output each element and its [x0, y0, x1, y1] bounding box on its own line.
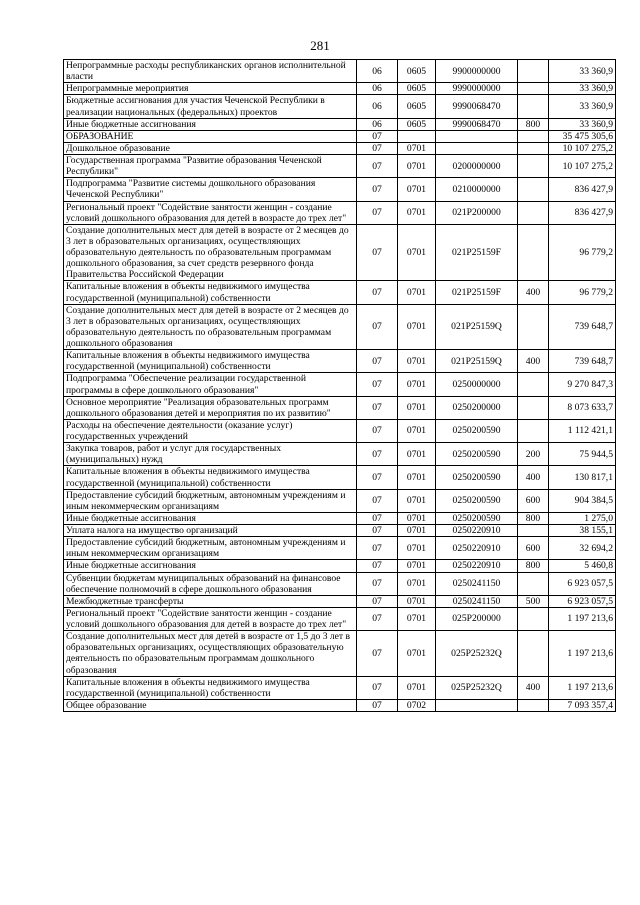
row-ved: 06 — [357, 118, 398, 130]
table-row — [64, 419, 616, 442]
row-rz: 0701 — [398, 419, 436, 442]
row-name: Капитальные вложения в объекты недвижимого имущества государственной (муниципальной) собственности — [64, 350, 357, 373]
row-csr: 0250000000 — [436, 373, 518, 396]
row-ved: 07 — [357, 466, 398, 489]
table-row — [64, 466, 616, 489]
row-ved: 07 — [357, 489, 398, 512]
row-ved: 07 — [357, 304, 398, 350]
page-number: 281 — [310, 38, 330, 53]
budget-table — [63, 59, 616, 712]
row-vr — [518, 95, 549, 118]
row-ved: 07 — [357, 178, 398, 201]
row-ved: 07 — [357, 130, 398, 142]
row-sum: 1 197 213,6 — [549, 676, 616, 699]
row-name: Расходы на обеспечение деятельности (оказание услуг) государственных учреждений — [64, 419, 357, 442]
row-rz: 0701 — [398, 178, 436, 201]
row-csr — [436, 699, 518, 711]
row-vr — [518, 83, 549, 95]
row-csr: 0250200590 — [436, 466, 518, 489]
row-csr: 0210000000 — [436, 178, 518, 201]
row-sum: 35 475 305,6 — [549, 130, 616, 142]
row-ved: 07 — [357, 537, 398, 560]
row-csr: 9990068470 — [436, 95, 518, 118]
row-ved: 07 — [357, 373, 398, 396]
row-name: Создание дополнительных мест для детей в возрасте от 2 месяцев до 3 лет в образовательных организациях, осуществляющих образовательную деятельность по образовательным программам дошкольного образования, за счет средств резервного фонда Правительства Российской Федерации — [64, 224, 357, 281]
row-rz: 0701 — [398, 396, 436, 419]
row-vr: 500 — [518, 595, 549, 607]
row-vr — [518, 373, 549, 396]
row-csr: 0250200590 — [436, 419, 518, 442]
row-ved: 07 — [357, 560, 398, 572]
row-rz: 0701 — [398, 572, 436, 595]
row-rz: 0701 — [398, 350, 436, 373]
row-ved: 07 — [357, 142, 398, 154]
row-vr: 800 — [518, 560, 549, 572]
row-csr: 021P25159Q — [436, 304, 518, 350]
row-ved: 07 — [357, 281, 398, 304]
row-name: Основное мероприятие "Реализация образовательных программ дошкольного образования детей и мероприятия по их развитию" — [64, 396, 357, 419]
row-name: Подпрограмма "Развитие системы дошкольного образования Чеченской Республики" — [64, 178, 357, 201]
row-sum: 8 073 633,7 — [549, 396, 616, 419]
row-rz: 0701 — [398, 155, 436, 178]
table-row — [64, 178, 616, 201]
table-row — [64, 572, 616, 595]
row-name: ОБРАЗОВАНИЕ — [64, 130, 357, 142]
row-sum: 96 779,2 — [549, 224, 616, 281]
table-row — [64, 118, 616, 130]
row-sum: 33 360,9 — [549, 95, 616, 118]
row-csr: 0250200590 — [436, 489, 518, 512]
row-csr: 9990068470 — [436, 118, 518, 130]
row-sum: 1 275,0 — [549, 512, 616, 524]
table-row — [64, 396, 616, 419]
row-sum: 96 779,2 — [549, 281, 616, 304]
table-row — [64, 304, 616, 350]
row-vr: 600 — [518, 489, 549, 512]
row-vr — [518, 699, 549, 711]
table-row — [64, 373, 616, 396]
row-rz: 0701 — [398, 525, 436, 537]
row-sum: 10 107 275,2 — [549, 155, 616, 178]
row-sum: 6 923 057,5 — [549, 595, 616, 607]
table-row — [64, 631, 616, 677]
row-sum: 5 460,8 — [549, 560, 616, 572]
row-vr — [518, 155, 549, 178]
row-rz: 0701 — [398, 201, 436, 224]
row-rz: 0701 — [398, 489, 436, 512]
table-row — [64, 537, 616, 560]
row-vr: 400 — [518, 676, 549, 699]
row-ved: 07 — [357, 155, 398, 178]
row-csr: 025P200000 — [436, 607, 518, 630]
table-row — [64, 95, 616, 118]
row-name: Капитальные вложения в объекты недвижимого имущества государственной (муниципальной) собственности — [64, 466, 357, 489]
row-csr: 021P200000 — [436, 201, 518, 224]
row-sum: 1 112 421,1 — [549, 419, 616, 442]
row-name: Субвенции бюджетам муниципальных образований на финансовое обеспечение полномочий в сфере дошкольного образования — [64, 572, 357, 595]
table-row — [64, 224, 616, 281]
row-vr — [518, 142, 549, 154]
table-row — [64, 83, 616, 95]
row-ved: 07 — [357, 201, 398, 224]
row-name: Государственная программа "Развитие образования Чеченской Республики" — [64, 155, 357, 178]
row-name: Иные бюджетные ассигнования — [64, 118, 357, 130]
row-vr: 600 — [518, 537, 549, 560]
row-csr: 0250200000 — [436, 396, 518, 419]
row-name: Общее образование — [64, 699, 357, 711]
row-ved: 07 — [357, 607, 398, 630]
row-sum: 904 384,5 — [549, 489, 616, 512]
table-row — [64, 155, 616, 178]
row-csr: 021P25159F — [436, 224, 518, 281]
row-rz: 0605 — [398, 83, 436, 95]
row-sum: 33 360,9 — [549, 83, 616, 95]
row-ved: 07 — [357, 595, 398, 607]
table-row — [64, 201, 616, 224]
row-sum: 33 360,9 — [549, 118, 616, 130]
row-name: Иные бюджетные ассигнования — [64, 560, 357, 572]
table-row — [64, 142, 616, 154]
row-csr: 0250220910 — [436, 537, 518, 560]
row-csr: 021P25159Q — [436, 350, 518, 373]
row-name: Бюджетные ассигнования для участия Чеченской Республики в реализации национальных (федеральных) проектов — [64, 95, 357, 118]
row-ved: 07 — [357, 631, 398, 677]
row-csr: 0250220910 — [436, 560, 518, 572]
row-vr — [518, 224, 549, 281]
row-rz: 0701 — [398, 676, 436, 699]
row-rz: 0701 — [398, 560, 436, 572]
row-csr: 021P25159F — [436, 281, 518, 304]
row-name: Региональный проект "Содействие занятости женщин - создание условий дошкольного образования для детей в возрасте до трех лет" — [64, 201, 357, 224]
row-rz: 0605 — [398, 60, 436, 83]
row-name: Капитальные вложения в объекты недвижимого имущества государственной (муниципальной) собственности — [64, 281, 357, 304]
row-rz: 0701 — [398, 281, 436, 304]
row-vr — [518, 607, 549, 630]
row-vr — [518, 525, 549, 537]
row-name: Закупка товаров, работ и услуг для государственных (муниципальных) нужд — [64, 443, 357, 466]
row-ved: 06 — [357, 95, 398, 118]
row-ved: 07 — [357, 572, 398, 595]
table-row — [64, 60, 616, 83]
row-rz — [398, 130, 436, 142]
row-vr — [518, 201, 549, 224]
row-sum: 130 817,1 — [549, 466, 616, 489]
row-name: Уплата налога на имущество организаций — [64, 525, 357, 537]
row-rz: 0701 — [398, 304, 436, 350]
row-sum: 75 944,5 — [549, 443, 616, 466]
row-csr: 0250200590 — [436, 443, 518, 466]
row-rz: 0701 — [398, 224, 436, 281]
row-rz: 0701 — [398, 607, 436, 630]
budget-table-body — [64, 60, 616, 712]
row-name: Непрограммные мероприятия — [64, 83, 357, 95]
row-name: Непрограммные расходы республиканских органов исполнительной власти — [64, 60, 357, 83]
row-ved: 07 — [357, 396, 398, 419]
table-row — [64, 525, 616, 537]
row-name: Создание дополнительных мест для детей в возрасте от 2 месяцев до 3 лет в образовательных организациях, осуществляющих образовательную деятельность по образовательным программам дошкольного образования — [64, 304, 357, 350]
row-vr — [518, 572, 549, 595]
table-row — [64, 607, 616, 630]
row-csr: 025P25232Q — [436, 631, 518, 677]
row-name: Капитальные вложения в объекты недвижимого имущества государственной (муниципальной) собственности — [64, 676, 357, 699]
row-ved: 07 — [357, 443, 398, 466]
row-sum: 33 360,9 — [549, 60, 616, 83]
table-row — [64, 130, 616, 142]
row-sum: 7 093 357,4 — [549, 699, 616, 711]
row-vr: 400 — [518, 466, 549, 489]
row-vr: 400 — [518, 281, 549, 304]
row-name: Создание дополнительных мест для детей в возрасте от 1,5 до 3 лет в образовательных организациях, осуществляющих образовательную деятельность по образовательным программам дошкольного образования — [64, 631, 357, 677]
row-ved: 06 — [357, 83, 398, 95]
table-row — [64, 489, 616, 512]
row-ved: 07 — [357, 350, 398, 373]
row-rz: 0701 — [398, 466, 436, 489]
row-csr — [436, 142, 518, 154]
row-csr — [436, 130, 518, 142]
row-sum: 32 694,2 — [549, 537, 616, 560]
row-vr — [518, 178, 549, 201]
row-vr — [518, 419, 549, 442]
row-vr — [518, 631, 549, 677]
row-rz: 0701 — [398, 142, 436, 154]
row-ved: 07 — [357, 512, 398, 524]
row-sum: 739 648,7 — [549, 350, 616, 373]
row-sum: 1 197 213,6 — [549, 631, 616, 677]
row-rz: 0701 — [398, 512, 436, 524]
table-row — [64, 512, 616, 524]
row-rz: 0701 — [398, 537, 436, 560]
row-vr: 800 — [518, 512, 549, 524]
table-row — [64, 281, 616, 304]
row-rz: 0701 — [398, 595, 436, 607]
row-name: Иные бюджетные ассигнования — [64, 512, 357, 524]
table-row — [64, 443, 616, 466]
row-sum: 836 427,9 — [549, 178, 616, 201]
row-csr: 0250241150 — [436, 572, 518, 595]
row-ved: 07 — [357, 676, 398, 699]
table-row — [64, 676, 616, 699]
row-sum: 9 270 847,3 — [549, 373, 616, 396]
row-vr — [518, 304, 549, 350]
row-rz: 0701 — [398, 631, 436, 677]
row-csr: 025P25232Q — [436, 676, 518, 699]
table-row — [64, 350, 616, 373]
row-csr: 0200000000 — [436, 155, 518, 178]
row-vr: 400 — [518, 350, 549, 373]
row-ved: 07 — [357, 419, 398, 442]
row-csr: 9990000000 — [436, 83, 518, 95]
row-sum: 739 648,7 — [549, 304, 616, 350]
row-vr — [518, 396, 549, 419]
row-ved: 06 — [357, 60, 398, 83]
row-vr: 200 — [518, 443, 549, 466]
row-name: Предоставление субсидий бюджетным, автономным учреждениям и иным некоммерческим организациям — [64, 537, 357, 560]
row-sum: 38 155,1 — [549, 525, 616, 537]
row-sum: 836 427,9 — [549, 201, 616, 224]
row-name: Подпрограмма "Обеспечение реализации государственной программы в сфере дошкольного образования" — [64, 373, 357, 396]
row-csr: 0250200590 — [436, 512, 518, 524]
row-rz: 0701 — [398, 443, 436, 466]
table-row — [64, 699, 616, 711]
row-csr: 0250220910 — [436, 525, 518, 537]
row-name: Предоставление субсидий бюджетным, автономным учреждениям и иным некоммерческим организациям — [64, 489, 357, 512]
row-csr: 9900000000 — [436, 60, 518, 83]
row-sum: 1 197 213,6 — [549, 607, 616, 630]
table-row — [64, 595, 616, 607]
row-sum: 10 107 275,2 — [549, 142, 616, 154]
row-name: Дошкольное образование — [64, 142, 357, 154]
row-vr — [518, 130, 549, 142]
row-rz: 0605 — [398, 95, 436, 118]
row-rz: 0701 — [398, 373, 436, 396]
row-rz: 0605 — [398, 118, 436, 130]
row-ved: 07 — [357, 224, 398, 281]
row-vr — [518, 60, 549, 83]
row-ved: 07 — [357, 525, 398, 537]
row-csr: 0250241150 — [436, 595, 518, 607]
table-row — [64, 560, 616, 572]
row-vr: 800 — [518, 118, 549, 130]
row-name: Межбюджетные трансферты — [64, 595, 357, 607]
row-ved: 07 — [357, 699, 398, 711]
row-sum: 6 923 057,5 — [549, 572, 616, 595]
row-rz: 0702 — [398, 699, 436, 711]
row-name: Региональный проект "Содействие занятости женщин - создание условий дошкольного образования для детей в возрасте до трех лет" — [64, 607, 357, 630]
